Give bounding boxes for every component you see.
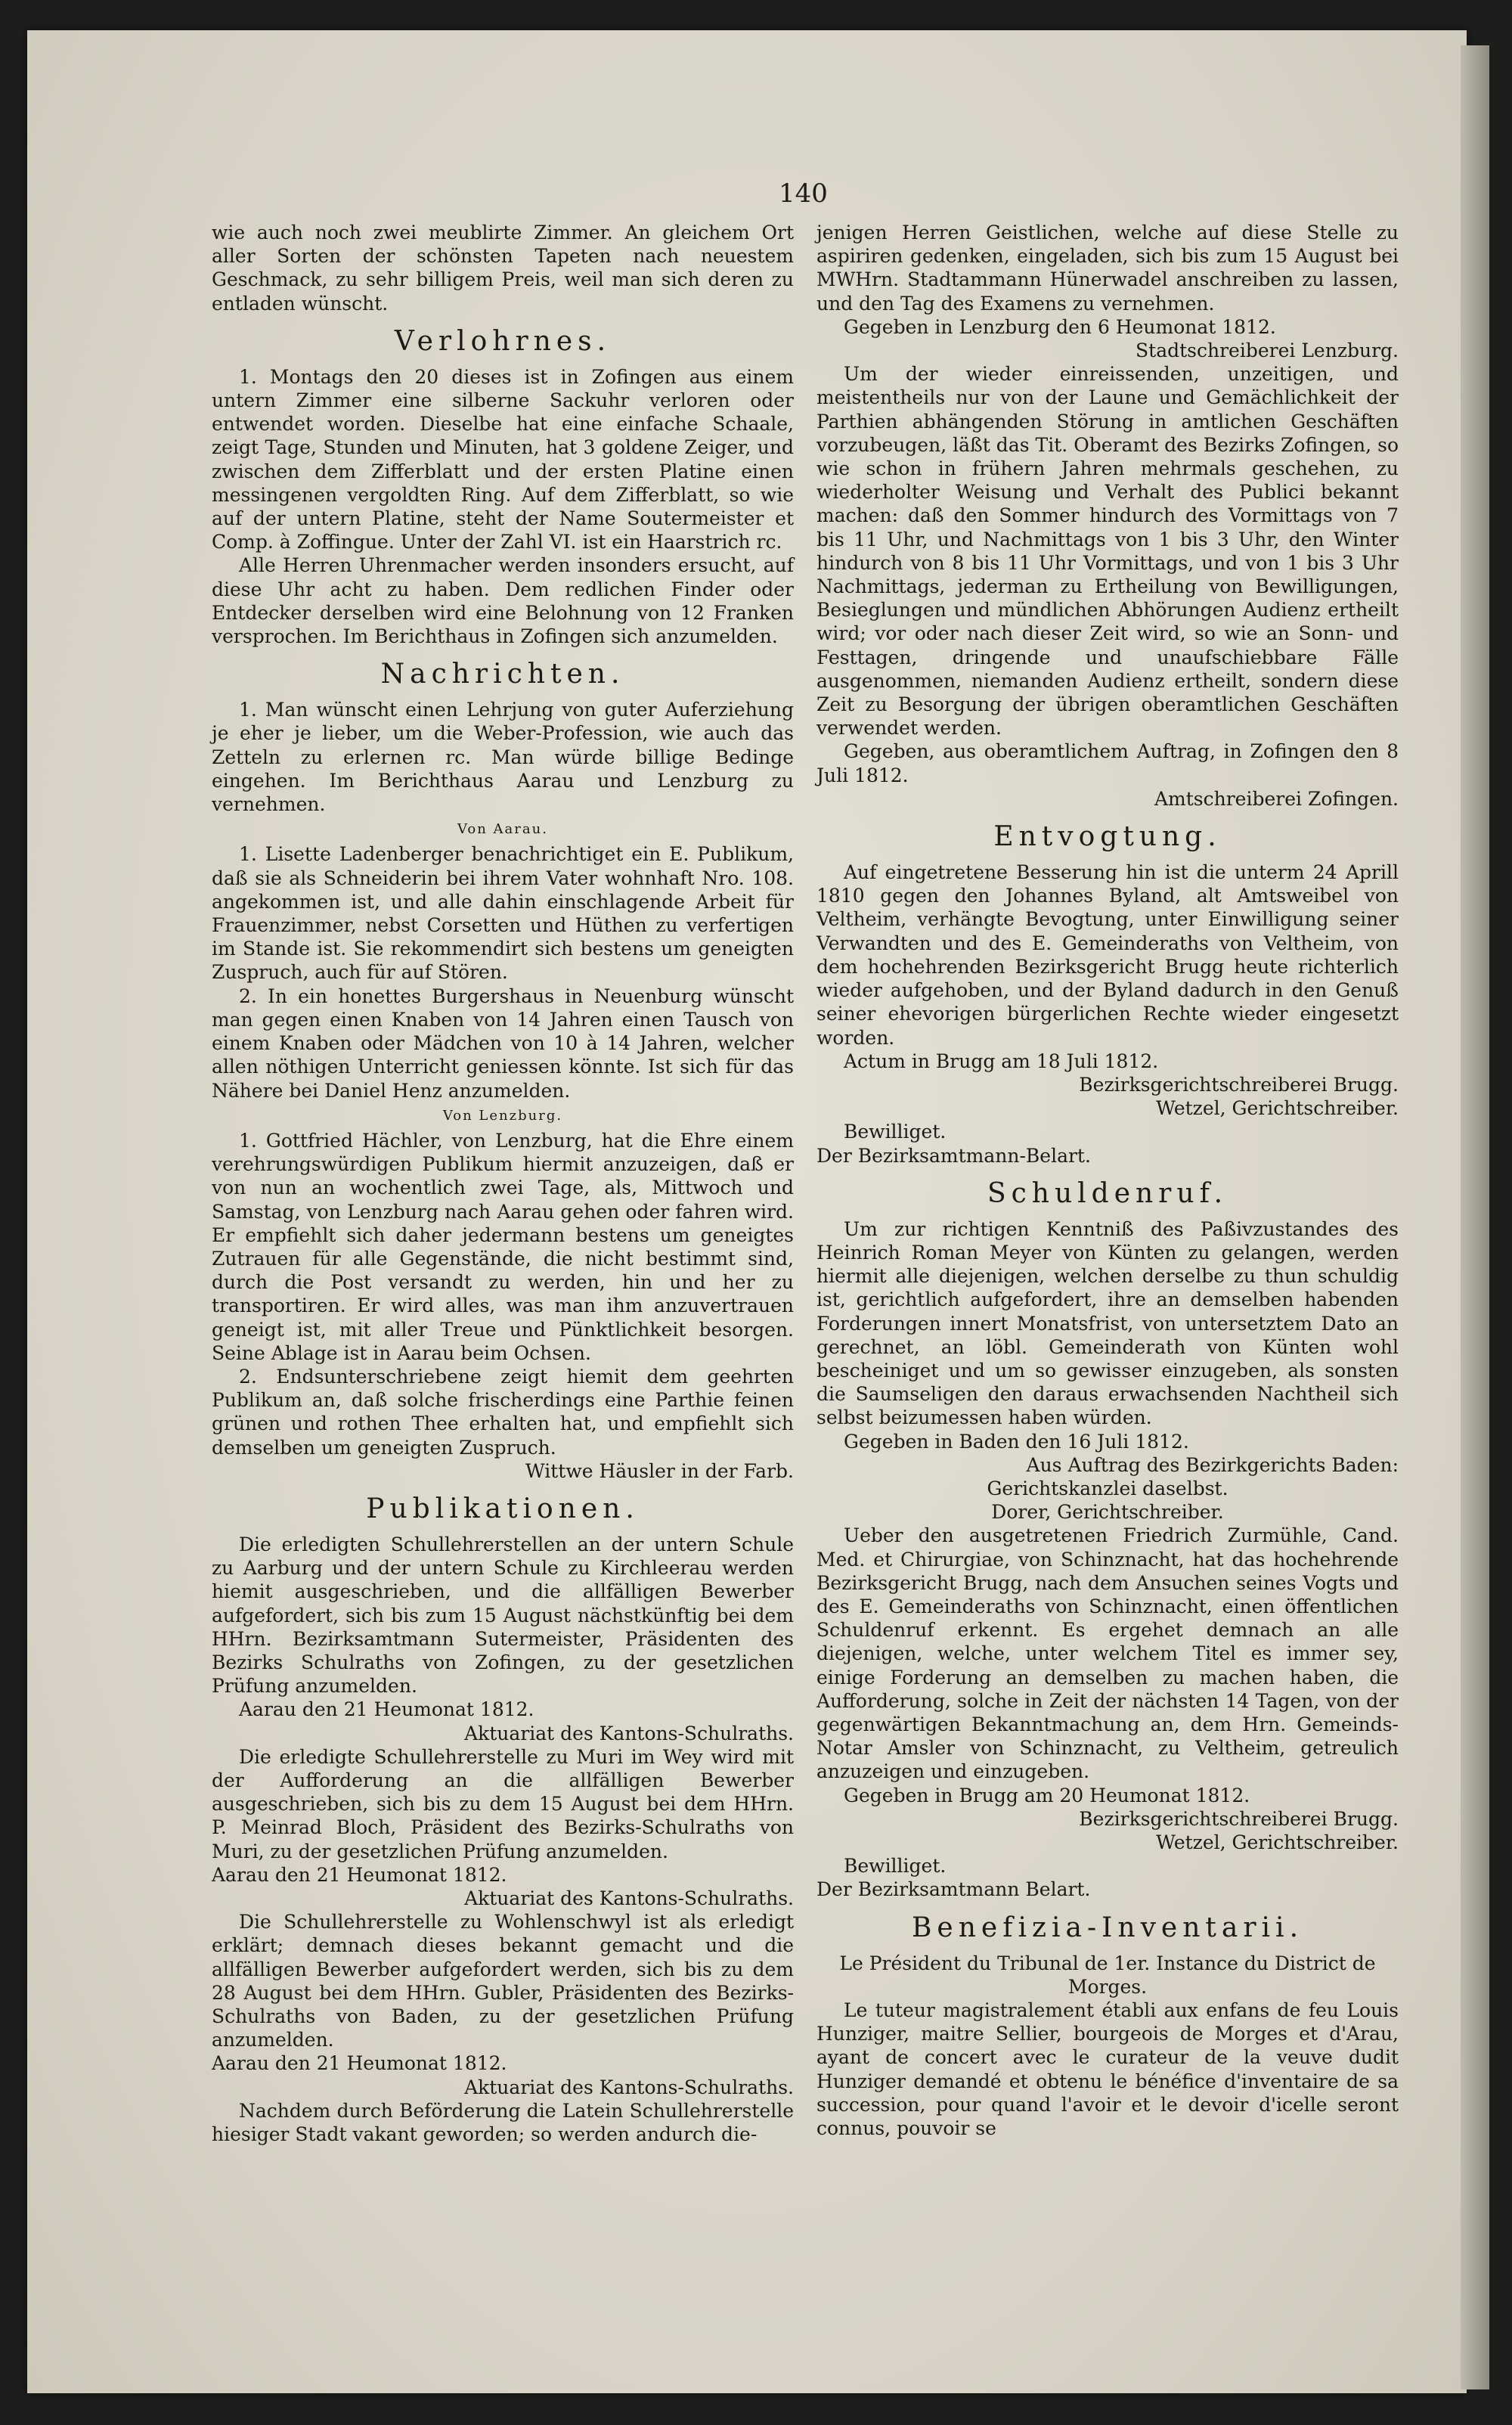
publication-1-signature: Aktuariat des Kantons-Schulraths. — [464, 1722, 794, 1744]
subheading-von-lenzburg: Von Lenzburg. — [442, 1107, 563, 1124]
heading-schuldenruf: Schuldenruf. — [987, 1177, 1228, 1209]
heading-entvogtung: Entvogtung. — [993, 821, 1222, 853]
president-line: Le Président du Tribunal de 1er. Instance du District de Morges. — [839, 1952, 1376, 1998]
schuldenruf-notice-2: Ueber den ausgetretenen Friedrich Zurmühle, Cand. Med. et Chirurgiae, von Schinznacht, hat das hochehrende Bezirksgericht Brugg, nach dem Ansuchen seines Vogts und des E. Gemeinderaths von Schinznacht, einen öffentlichen Schuldenruf erkennt. Es ergehet demnach an alle diejenigen, welche, unter welchem Titel es immer sey, einige Forderung an demselben zu machen haben, die Aufforderung, solche in Zeit der nächsten 14 Tagen, von der gegenwärtigen Bekanntmachung an, dem Hrn. Gemeinds-Notar Amsler von Schinznacht, zu Veltheim, getreulich anzuzeigen und einzugeben. — [816, 1524, 1399, 1783]
publication-3-date: Aarau den 21 Heumonat 1812. — [212, 2052, 507, 2075]
baden-signature-a: Aus Auftrag des Bezirkgerichts Baden: — [1026, 1453, 1399, 1476]
brugg-signature-2b: Wetzel, Gerichtschreiber. — [1156, 1831, 1399, 1853]
amtmann-2: Der Bezirksamtmann Belart. — [816, 1878, 1091, 1901]
signature-haeusler: Wittwe Häusler in der Farb. — [525, 1459, 794, 1482]
zofingen-date: Gegeben, aus oberamtlichem Auftrag, in Zofingen den 8 Juli 1812. — [816, 740, 1399, 786]
heading-benefizia: Benefizia-Inventarii. — [911, 1912, 1304, 1943]
heading-verlohrnes: Verlohrnes. — [394, 325, 612, 357]
publication-1: Die erledigten Schullehrerstellen an der untern Schule zu Aarburg und der untern Schule zu Kirchleerau werden hiemit ausgeschrieben, und die allfälligen Bewerber aufgefordert, sich bis zum 15 August nächstkünftig bei dem HHrn. Bezirksamtmann Sutermeister, Präsidenten des Bezirks Schulraths von Zofingen, zu der gesetzlichen Prüfung anzumelden. — [212, 1533, 794, 1698]
publication-2: Die erledigte Schullehrerstelle zu Muri im Wey wird mit der Aufforderung an die allfälligen Bewerber ausgeschrieben, sich bis zu dem 15 August bei dem HHrn. P. Meinrad Bloch, Präsident des Bezirks-Schulraths von Muri, zu der gesetzlichen Prüfung anzumelden. — [212, 1745, 794, 1862]
publication-2-date: Aarau den 21 Heumonat 1812. — [212, 1863, 507, 1886]
brugg-date-1: Actum in Brugg am 18 Juli 1812. — [844, 1050, 1159, 1072]
baden-signature-c: Dorer, Gerichtschreiber. — [991, 1501, 1224, 1524]
zofingen-signature: Amtschreiberei Zofingen. — [1154, 787, 1399, 810]
subheading-von-aarau: Von Aarau. — [457, 821, 548, 838]
heading-nachrichten: Nachrichten. — [380, 659, 625, 690]
aarau-notice-1: 1. Lisette Ladenberger benachrichtiget ein E. Publikum, daß sie als Schneiderin bei ihrem Vater wohnhaft Nro. 108. angekommen ist, und alle dahin einschlagende Arbeit für Frauenzimmer, nebst Corsetten und Hüthen zu verfertigen im Stande ist. Sie rekommendirt sich bestens um geneigten Zuspruch, auch für auf Stören. — [212, 843, 794, 984]
heading-publikationen: Publikationen. — [366, 1493, 640, 1524]
publication-4: Nachdem durch Beförderung die Latein Schullehrerstelle hiesiger Stadt vakant geworden; so werden andurch die- — [212, 2099, 794, 2146]
publication-3-signature: Aktuariat des Kantons-Schulraths. — [464, 2076, 794, 2098]
baden-signature-b: Gerichtskanzlei daselbst. — [987, 1477, 1228, 1499]
brugg-signature-1a: Bezirksgerichtschreiberei Brugg. — [1079, 1073, 1399, 1096]
lost-notice-appeal: Alle Herren Uhrenmacher werden insonders ersucht, auf diese Uhr acht zu haben. Dem redlichen Finder oder Entdecker derselben wird eine Belohnung von 12 Franken versprochen. Im Berichthaus in Zofingen sich anzumelden. — [212, 554, 794, 648]
page-number: 140 — [779, 178, 828, 209]
publication-3: Die Schullehrerstelle zu Wohlenschwyl ist als erledigt erklärt; demnach dieses bekannt gemacht und die allfälligen Bewerber aufgefordert werden, sich bis zu dem 28 August bei dem HHrn. Gubler, Präsidenten des Bezirks-Schulraths von Baden, zu der gesetzlichen Prüfung anzumelden. — [212, 1911, 794, 2051]
bewilliget-1: Bewilliget. — [844, 1121, 947, 1143]
aarau-notice-2: 2. In ein honettes Burgershaus in Neuenburg wünscht man gegen einen Knaben von 14 Jahren einen Tausch von einem Knaben oder Mädchen von 10 à 14 Jahren, welcher allen nöthigen Unterricht geniessen könnte. Ist sich für das Nähere bei Daniel Henz anzumelden. — [212, 985, 794, 1102]
lenzburg-notice-1: 1. Gottfried Hächler, von Lenzburg, hat die Ehre einem verehrungswürdigen Publikum hiermit anzuzeigen, daß er von nun an wochentlich zwei Tage, als, Mittwoch und Samstag, von Lenzburg nach Aarau gehen oder fahren wird. Er empfiehlt sich daher jedermann bestens um geneigtes Zutrauen für alle Gegenstände, die nicht bestimmt sind, durch die Post versandt zu werden, hin und her zu transportiren. Er wird alles, was man ihm anzuvertrauen geneigt ist, mit aller Treue und Pünktlichkeit besorgen. Seine Ablage ist in Aarau beim Ochsen. — [212, 1129, 794, 1364]
right-column — [816, 221, 1399, 2140]
left-column — [212, 221, 794, 2146]
news-paragraph-apprentice: 1. Man wünscht einen Lehrjung von guter Auferziehung je eher je lieber, um die Weber-Profession, wie auch das Zetteln zu erlernen rc. Man würde billige Bedinge eingehen. Im Berichthaus Aarau und Lenzburg zu vernehmen. — [212, 699, 794, 816]
schuldenruf-notice-1: Um zur richtigen Kenntniß des Paßivzustandes des Heinrich Roman Meyer von Künten zu gelangen, werden hiermit alle diejenigen, welchen derselbe zu thun schuldig ist, gerichtlich aufgefordert, ihre an demselben habenden Forderungen innert Monatsfrist, von untersetztem Dato an gerechnet, an löbl. Gemeinderath von Künten wohl bescheiniget und um so gewisser einzugeben, als sonsten die Saumseligen den daraus erwachsenden Nachtheil sich selbst beizumessen haben würden. — [816, 1217, 1399, 1429]
publication-2-signature: Aktuariat des Kantons-Schulraths. — [464, 1887, 794, 1909]
publication-1-date: Aarau den 21 Heumonat 1812. — [239, 1698, 534, 1721]
continuation-paragraph: jenigen Herren Geistlichen, welche auf diese Stelle zu aspiriren gedenken, eingeladen, sich bis zum 15 August bei MWHrn. Stadtammann Hünerwadel anschreiben zu lassen, und den Tag des Examens zu vernehmen. — [816, 222, 1399, 315]
entvogtung-notice: Auf eingetretene Besserung hin ist die unterm 24 Aprill 1810 gegen den Johannes Byland, alt Amtsweibel von Veltheim, verhängte Bevogtung, unter Einwilligung seiner Verwandten und des E. Gemeinderaths von Veltheim, von dem hochehrenden Bezirksgericht Brugg heute richterlich wieder aufgehoben, und der Byland dadurch in den Genuß seiner ehevorigen bürgerlichen Rechte wieder eingesetzt worden. — [816, 861, 1399, 1049]
lenzburg-date: Gegeben in Lenzburg den 6 Heumonat 1812. — [844, 315, 1276, 338]
amtmann-1: Der Bezirksamtmann-Belart. — [816, 1144, 1091, 1167]
zofingen-notice: Um der wieder einreissenden, unzeitigen, und meistentheils nur von der Laune und Gemächlichkeit der Parthien abhängenden Störung in amtlichen Geschäften vorzubeugen, läßt das Tit. Oberamt des Bezirks Zofingen, so wie schon in frühern Jahren mehrmals geschehen, zu wiederholter Weisung und Verhalt des Publici bekannt machen: daß den Sommer hindurch des Vormittags von 7 bis 11 Uhr, und Nachmittags von 1 bis 3 Uhr, den Winter hindurch von 8 bis 11 Uhr Vormittags, und von 1 bis 3 Uhr Nachmittags, jederman zu Ertheilung von Bewilligungen, Besieglungen und mündlichen Abhörungen Audienz ertheilt wird; vor oder nach dieser Zeit wird, so wie an Sonn- und Festtagen, dringende und unaufschiebbare Fälle ausgenommen, niemanden Audienz ertheilt, sondern diese Zeit zu Besorgung der übrigen oberamtlichen Geschäften verwendet werden. — [816, 363, 1399, 740]
lenzburg-notice-2: 2. Endsunterschriebene zeigt hiemit dem geehrten Publikum an, daß solche frischerdings eine Parthie feinen grünen und rothen Thee erhalten hat, und empfiehlt sich demselben um geneigten Zuspruch. — [212, 1365, 794, 1459]
page-edge — [1461, 45, 1489, 2389]
brugg-date-2: Gegeben in Brugg am 20 Heumonat 1812. — [844, 1784, 1250, 1806]
brugg-signature-2a: Bezirksgerichtschreiberei Brugg. — [1079, 1807, 1399, 1830]
intro-paragraph: wie auch noch zwei meublirte Zimmer. An gleichem Ort aller Sorten der schönsten Tapeten nach neuestem Geschmack, zu sehr billigem Preis, weil man sich deren zu entladen wünscht. — [212, 222, 794, 315]
lost-notice-paragraph: 1. Montags den 20 dieses ist in Zofingen aus einem untern Zimmer eine silberne Sackuhr verloren oder entwendet worden. Dieselbe hat eine einfache Schaale, zeigt Tage, Stunden und Minuten, hat 3 goldene Zeiger, und zwischen dem Zifferblatt und der ersten Platine einen messingenen vergoldten Ring. Auf dem Zifferblatt, so wie auf der untern Platine, steht der Name Soutermeister et Comp. à Zoffingue. Unter der Zahl VI. ist ein Haarstrich rc. — [212, 365, 794, 554]
french-notice: Le tuteur magistralement établi aux enfans de feu Louis Hunziger, maitre Sellier, bourgeois de Morges et d'Arau, ayant de concert avec le curateur de la veuve dudit Hunziger demandé et obtenu le bénéfice d'inventaire de sa succession, pour quand l'avoir et le devoir d'icelle seront connus, pouvoir se — [816, 1999, 1399, 2140]
lenzburg-signature: Stadtschreiberei Lenzburg. — [1136, 340, 1399, 362]
bewilliget-2: Bewilliget. — [844, 1855, 947, 1878]
brugg-signature-1b: Wetzel, Gerichtschreiber. — [1156, 1097, 1399, 1120]
baden-date: Gegeben in Baden den 16 Juli 1812. — [844, 1430, 1189, 1453]
